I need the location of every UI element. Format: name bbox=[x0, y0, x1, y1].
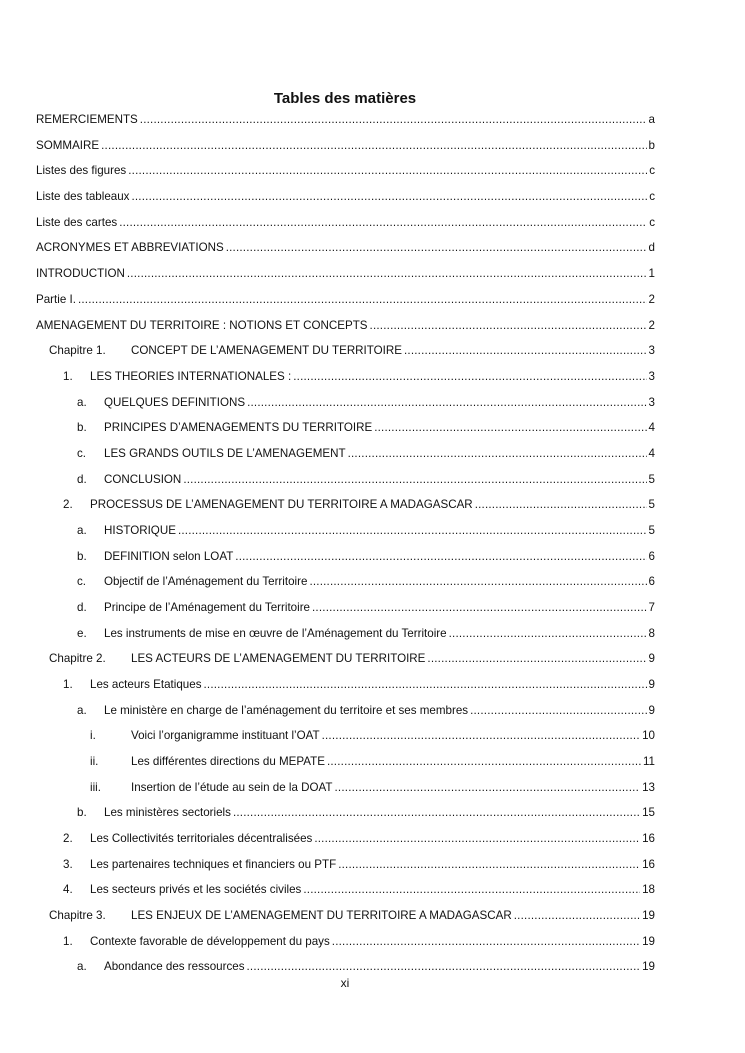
toc-entry-page: 4 bbox=[648, 447, 655, 460]
toc-entry-page: 2 bbox=[648, 293, 655, 306]
toc-entry-page: b bbox=[648, 139, 655, 152]
toc-entry-page: 19 bbox=[642, 935, 655, 948]
toc-entry-title: Liste des tableaux bbox=[36, 190, 130, 203]
toc-entry-number: a. bbox=[77, 396, 87, 409]
toc-dot-leader bbox=[131, 189, 647, 205]
toc-entry-number: b. bbox=[77, 421, 87, 434]
toc-entry-title: Objectif de l’Aménagement du Territoire bbox=[104, 575, 308, 588]
toc-dot-leader bbox=[338, 857, 640, 873]
toc-entry-title: Les Collectivités territoriales décentralisées bbox=[90, 832, 313, 845]
toc-dot-leader bbox=[348, 446, 647, 462]
toc-entry-page: d bbox=[648, 241, 655, 254]
toc-dot-leader bbox=[449, 626, 647, 642]
toc-dot-leader bbox=[128, 163, 647, 179]
toc-entry-title: LES ENJEUX DE L’AMENAGEMENT DU TERRITOIRE A MADAGASCAR bbox=[131, 909, 512, 922]
toc-entry-page: c bbox=[649, 216, 655, 229]
toc-entry-title: HISTORIQUE bbox=[104, 524, 176, 537]
toc-entry-page: 5 bbox=[648, 498, 655, 511]
toc-entry-title: Listes des figures bbox=[36, 164, 127, 177]
toc-title: Tables des matières bbox=[273, 90, 417, 107]
toc-entry[interactable] bbox=[90, 754, 655, 770]
toc-entry[interactable] bbox=[63, 831, 655, 847]
toc-entry-title: REMERCIEMENTS bbox=[36, 113, 138, 126]
toc-dot-leader bbox=[119, 215, 647, 231]
toc-dot-leader bbox=[127, 266, 647, 282]
toc-dot-leader bbox=[140, 112, 647, 128]
toc-entry[interactable] bbox=[36, 318, 655, 334]
toc-dot-leader bbox=[475, 497, 647, 513]
toc-entry[interactable] bbox=[63, 882, 655, 898]
toc-entry[interactable] bbox=[77, 959, 655, 975]
toc-entry[interactable] bbox=[36, 292, 655, 308]
toc-entry-title: Les ministères sectoriels bbox=[104, 806, 231, 819]
toc-entry-title: LES GRANDS OUTILS DE L’AMENAGEMENT bbox=[104, 447, 346, 460]
toc-dot-leader bbox=[101, 138, 646, 154]
toc-entry[interactable] bbox=[36, 240, 655, 256]
toc-entry-title: Partie I. bbox=[36, 293, 76, 306]
toc-entry-number: c. bbox=[77, 575, 87, 588]
toc-entry-number: d. bbox=[77, 601, 87, 614]
toc-dot-leader bbox=[178, 523, 647, 539]
toc-entry-page: c bbox=[649, 164, 655, 177]
toc-dot-leader bbox=[235, 549, 646, 565]
toc-entry-title: Principe de l’Aménagement du Territoire bbox=[104, 601, 311, 614]
toc-entry-number: d. bbox=[77, 473, 87, 486]
toc-entry-title: Le ministère en charge de l’aménagement du territoire et ses membres bbox=[104, 704, 469, 717]
toc-entry[interactable] bbox=[90, 728, 655, 744]
toc-entry-page: 6 bbox=[648, 575, 655, 588]
toc-entry[interactable] bbox=[49, 343, 655, 359]
toc-entry[interactable] bbox=[63, 497, 655, 513]
toc-entry[interactable] bbox=[90, 780, 655, 796]
toc-dot-leader bbox=[309, 574, 646, 590]
toc-entry-number: 4. bbox=[63, 883, 73, 896]
toc-dot-leader bbox=[332, 934, 640, 950]
toc-entry-title: Les secteurs privés et les sociétés civiles bbox=[90, 883, 302, 896]
toc-entry-number: e. bbox=[77, 627, 87, 640]
toc-entry-title: Liste des cartes bbox=[36, 216, 118, 229]
toc-entry-title: DEFINITION selon LOAT bbox=[104, 550, 234, 563]
toc-entry[interactable] bbox=[36, 163, 655, 179]
toc-entry-page: 1 bbox=[648, 267, 655, 280]
toc-dot-leader bbox=[374, 420, 646, 436]
toc-entry-page: 15 bbox=[642, 806, 655, 819]
toc-entry-page: 16 bbox=[642, 858, 655, 871]
toc-entry-page: 7 bbox=[648, 601, 655, 614]
toc-entry-page: 9 bbox=[648, 652, 655, 665]
toc-entry[interactable] bbox=[49, 908, 655, 924]
toc-entry-title: PROCESSUS DE L’AMENAGEMENT DU TERRITOIRE A MADAGASCAR bbox=[90, 498, 473, 511]
toc-entry-title: Les partenaires techniques et financiers ou PTF bbox=[90, 858, 337, 871]
toc-entry-page: c bbox=[649, 190, 655, 203]
toc-entry-number: iii. bbox=[90, 781, 101, 794]
toc-entry[interactable] bbox=[36, 189, 655, 205]
toc-entry-page: 5 bbox=[648, 524, 655, 537]
toc-entry[interactable] bbox=[49, 651, 655, 667]
toc-entry[interactable] bbox=[63, 369, 655, 385]
toc-dot-leader bbox=[78, 292, 647, 308]
toc-entry-page: 19 bbox=[642, 909, 655, 922]
toc-entry-title: AMENAGEMENT DU TERRITOIRE : NOTIONS ET CONCEPTS bbox=[36, 319, 368, 332]
toc-entry-title: Les acteurs Etatiques bbox=[90, 678, 202, 691]
toc-entry-number: Chapitre 1. bbox=[49, 344, 106, 357]
toc-entry-page: 3 bbox=[648, 396, 655, 409]
toc-entry-number: 1. bbox=[63, 678, 73, 691]
page-number: xi bbox=[340, 976, 350, 990]
toc-entry-page: 18 bbox=[642, 883, 655, 896]
toc-dot-leader bbox=[314, 831, 640, 847]
toc-entry-number: 1. bbox=[63, 935, 73, 948]
toc-dot-leader bbox=[293, 369, 646, 385]
toc-entry[interactable] bbox=[36, 215, 655, 231]
toc-dot-leader bbox=[303, 882, 640, 898]
toc-entry-number: b. bbox=[77, 550, 87, 563]
toc-entry-page: 16 bbox=[642, 832, 655, 845]
toc-entry-page: 8 bbox=[648, 627, 655, 640]
toc-dot-leader bbox=[233, 805, 640, 821]
toc-entry-number: c. bbox=[77, 447, 87, 460]
toc-entry-title: LES ACTEURS DE L’AMENAGEMENT DU TERRITOIRE bbox=[131, 652, 426, 665]
toc-entry-title: SOMMAIRE bbox=[36, 139, 100, 152]
toc-dot-leader bbox=[470, 703, 646, 719]
toc-entry[interactable] bbox=[63, 857, 655, 873]
toc-entry-title: PRINCIPES D’AMENAGEMENTS DU TERRITOIRE bbox=[104, 421, 373, 434]
toc-entry-number: 2. bbox=[63, 498, 73, 511]
toc-entry-page: 9 bbox=[648, 704, 655, 717]
toc-entry-title: Les instruments de mise en œuvre de l’Aménagement du Territoire bbox=[104, 627, 447, 640]
toc-entry-title: Insertion de l’étude au sein de la DOAT bbox=[131, 781, 333, 794]
toc-entry-page: 6 bbox=[648, 550, 655, 563]
toc-dot-leader bbox=[247, 959, 641, 975]
toc-entry-title: INTRODUCTION bbox=[36, 267, 125, 280]
toc-dot-leader bbox=[183, 472, 646, 488]
toc-entry-page: 2 bbox=[648, 319, 655, 332]
toc-dot-leader bbox=[226, 240, 647, 256]
toc-entry-title: ACRONYMES ET ABBREVIATIONS bbox=[36, 241, 224, 254]
toc-entry-number: Chapitre 3. bbox=[49, 909, 106, 922]
toc-entry[interactable] bbox=[63, 677, 655, 693]
toc-entry-page: a bbox=[648, 113, 655, 126]
toc-entry[interactable] bbox=[77, 523, 655, 539]
toc-entry[interactable] bbox=[36, 266, 655, 282]
toc-entry[interactable] bbox=[77, 472, 655, 488]
toc-dot-leader bbox=[427, 651, 646, 667]
toc-entry-number: ii. bbox=[90, 755, 99, 768]
toc-entry-number: a. bbox=[77, 524, 87, 537]
toc-dot-leader bbox=[312, 600, 647, 616]
toc-entry-page: 3 bbox=[648, 370, 655, 383]
toc-entry-page: 4 bbox=[648, 421, 655, 434]
toc-entry-title: Les différentes directions du MEPATE bbox=[131, 755, 325, 768]
toc-entry[interactable] bbox=[36, 138, 655, 154]
toc-entry-page: 5 bbox=[648, 473, 655, 486]
toc-entry-number: Chapitre 2. bbox=[49, 652, 106, 665]
toc-dot-leader bbox=[514, 908, 640, 924]
toc-entry-page: 9 bbox=[648, 678, 655, 691]
toc-entry[interactable] bbox=[63, 934, 655, 950]
toc-entry-title: LES THEORIES INTERNATIONALES : bbox=[90, 370, 292, 383]
toc-entry-page: 10 bbox=[642, 729, 655, 742]
toc-entry-number: b. bbox=[77, 806, 87, 819]
toc-entry-number: 3. bbox=[63, 858, 73, 871]
toc-entry-number: 1. bbox=[63, 370, 73, 383]
toc-dot-leader bbox=[247, 395, 646, 411]
toc-entry[interactable] bbox=[77, 395, 655, 411]
toc-entry-title: QUELQUES DEFINITIONS bbox=[104, 396, 246, 409]
toc-entry-number: i. bbox=[90, 729, 96, 742]
toc-entry[interactable] bbox=[77, 549, 655, 565]
toc-entry[interactable] bbox=[77, 805, 655, 821]
toc-entry-title: CONCLUSION bbox=[104, 473, 182, 486]
toc-entry[interactable] bbox=[77, 703, 655, 719]
toc-dot-leader bbox=[370, 318, 647, 334]
toc-entry-page: 11 bbox=[642, 755, 655, 768]
toc-dot-leader bbox=[322, 728, 641, 744]
toc-entry-title: Voici l’organigramme instituant l’OAT bbox=[131, 729, 320, 742]
toc-entry-title: Abondance des ressources bbox=[104, 960, 245, 973]
toc-entry[interactable] bbox=[77, 600, 655, 616]
toc-entry-page: 13 bbox=[642, 781, 655, 794]
toc-entry[interactable] bbox=[77, 420, 655, 436]
toc-entry[interactable] bbox=[77, 574, 655, 590]
toc-dot-leader bbox=[327, 754, 641, 770]
toc-entry-page: 19 bbox=[642, 960, 655, 973]
toc-entry-title: Contexte favorable de développement du pays bbox=[90, 935, 330, 948]
toc-entry-page: 3 bbox=[648, 344, 655, 357]
toc-entry-number: 2. bbox=[63, 832, 73, 845]
toc-dot-leader bbox=[204, 677, 647, 693]
toc-entry-number: a. bbox=[77, 704, 87, 717]
toc-entry-number: a. bbox=[77, 960, 87, 973]
toc-entry-title: CONCEPT DE L’AMENAGEMENT DU TERRITOIRE bbox=[131, 344, 402, 357]
toc-dot-leader bbox=[404, 343, 647, 359]
toc-entry[interactable] bbox=[77, 626, 655, 642]
toc-entry[interactable] bbox=[77, 446, 655, 462]
toc-dot-leader bbox=[335, 780, 641, 796]
toc-entry[interactable] bbox=[36, 112, 655, 128]
